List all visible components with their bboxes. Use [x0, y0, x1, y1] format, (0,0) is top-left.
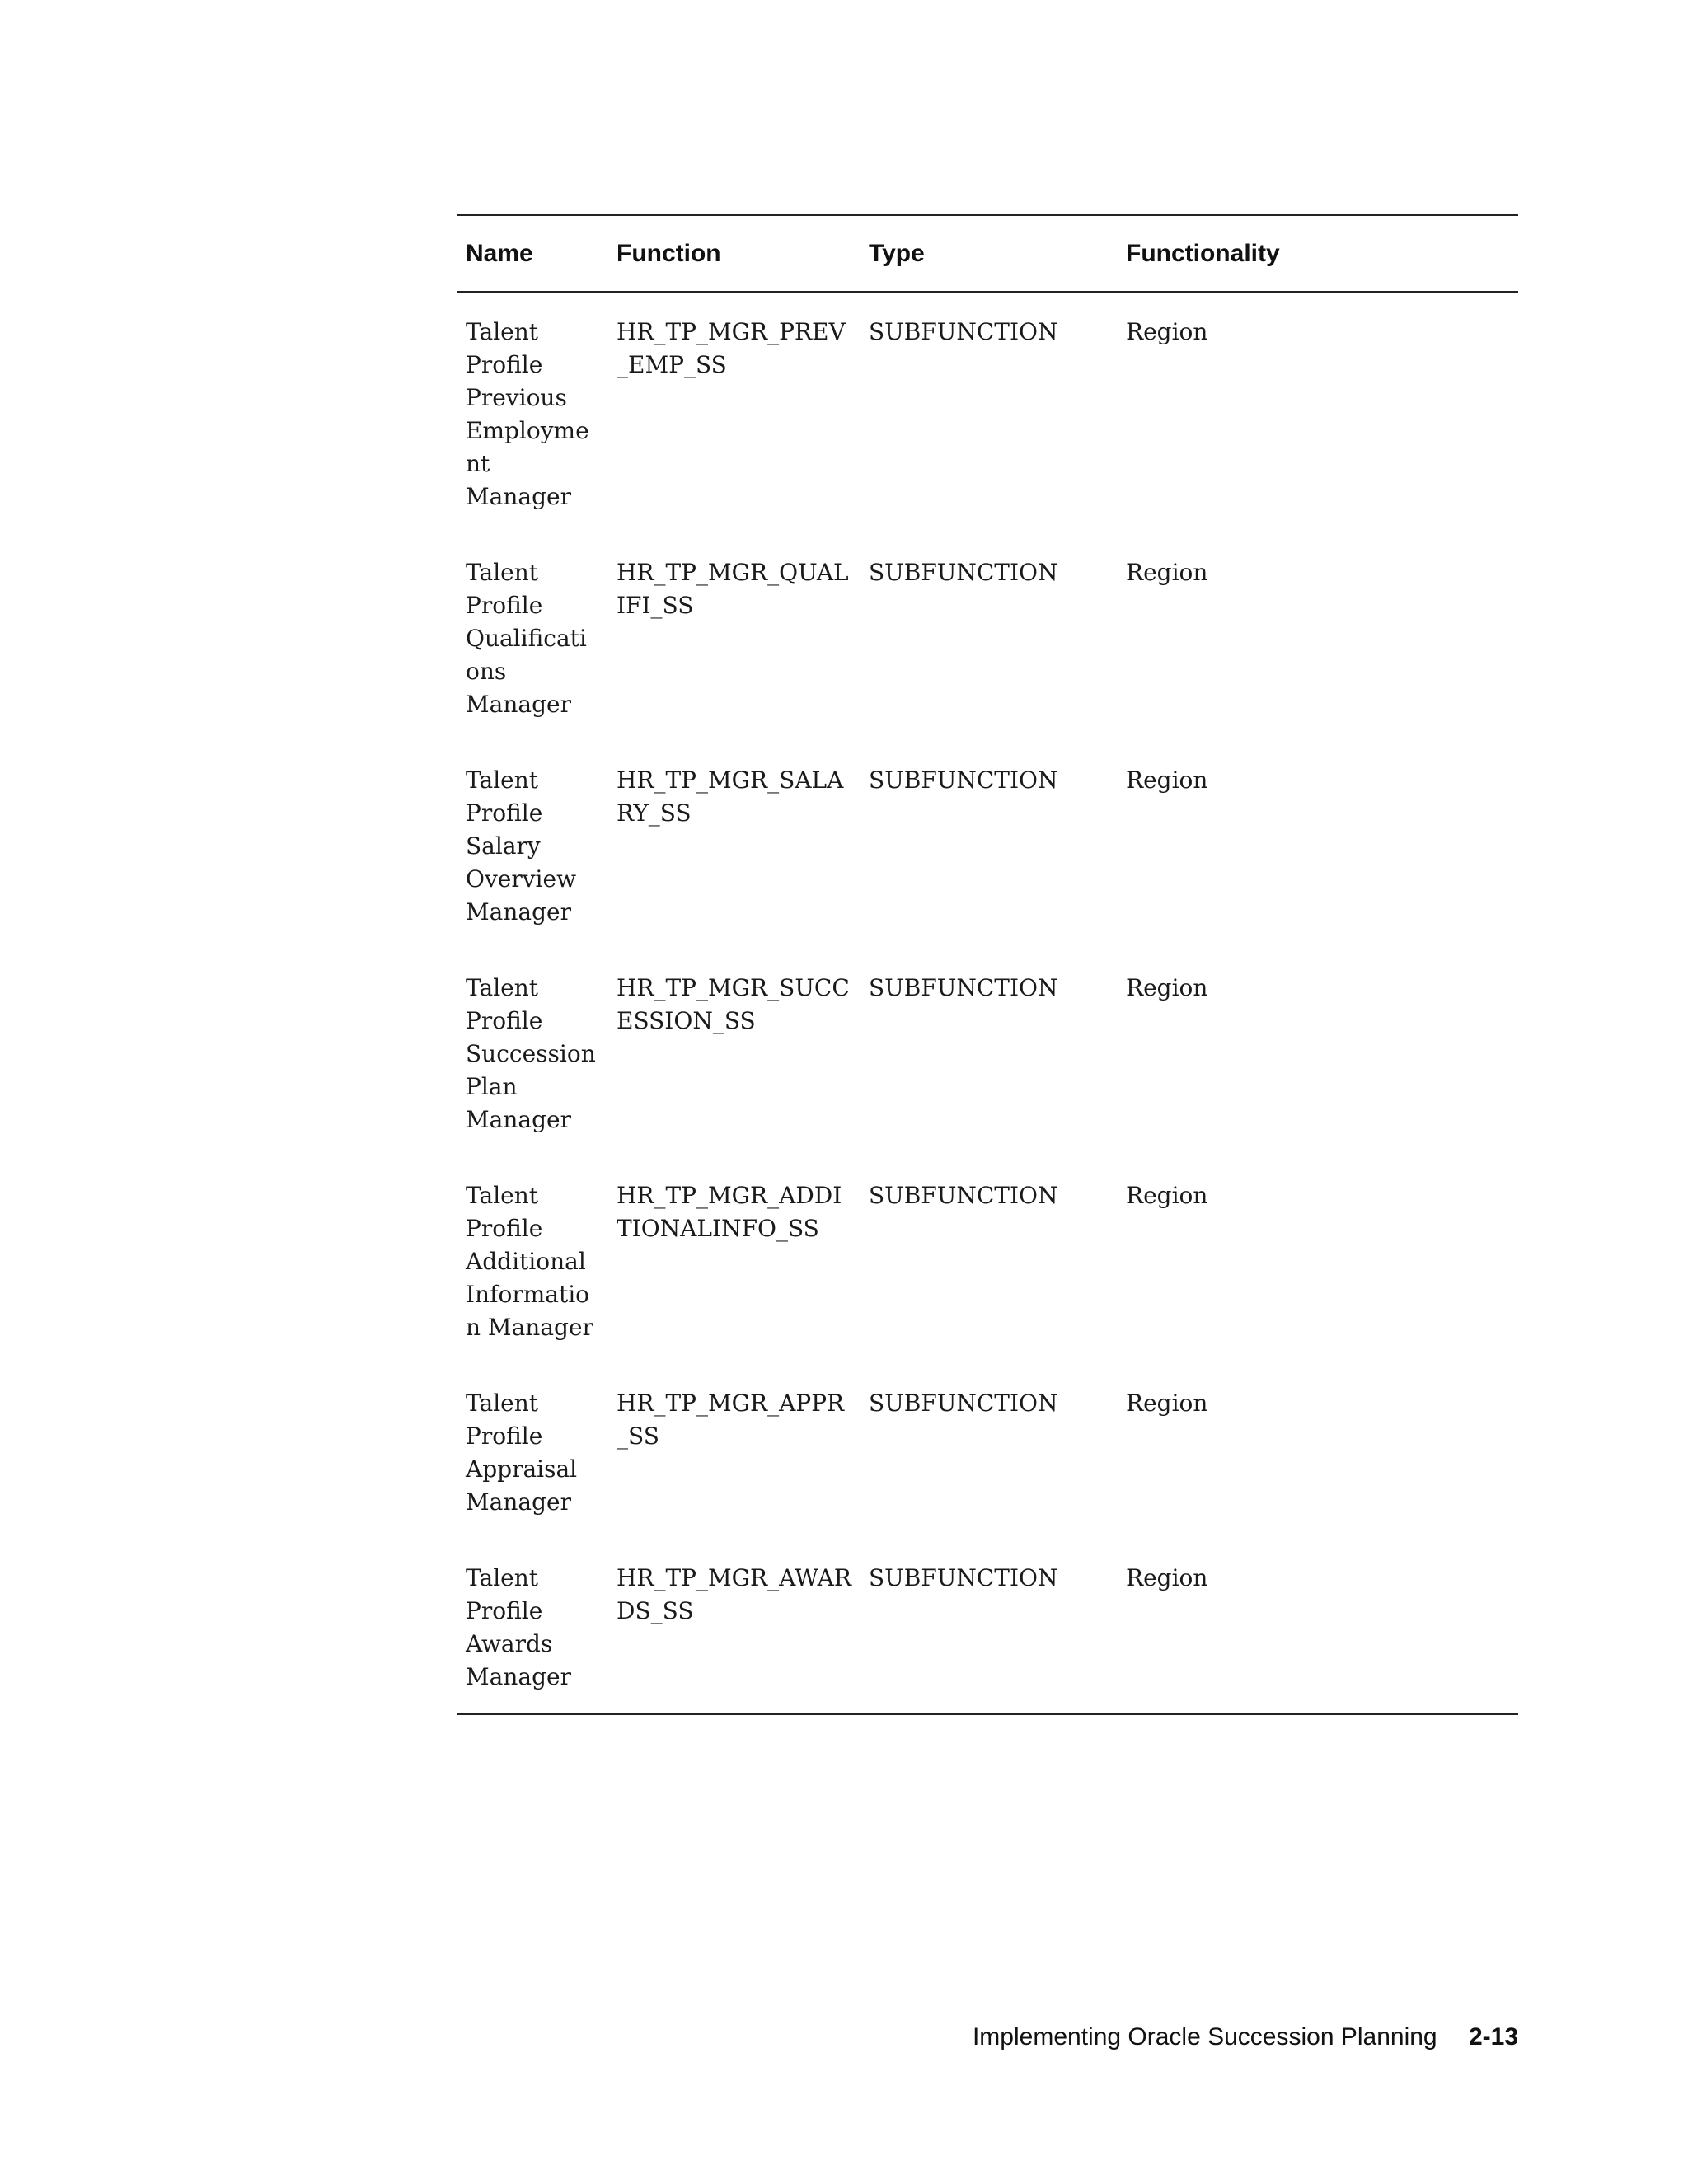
table-row	[457, 955, 1518, 1163]
cell-functionality: Region	[1126, 1182, 1208, 1209]
header-functionality: Functionality	[1126, 239, 1280, 267]
cell-type: SUBFUNCTION	[869, 1390, 1058, 1417]
cell-functionality: Region	[1126, 1564, 1208, 1591]
cell-name: Talent Profile Additional Information Manager	[466, 1182, 593, 1341]
header-type: Type	[869, 239, 925, 267]
table-row	[457, 1371, 1518, 1545]
cell-name: Talent Profile Succession Plan Manager	[466, 974, 596, 1133]
page-footer	[973, 2023, 1518, 2051]
functions-table	[457, 214, 1518, 1715]
table-row	[457, 1163, 1518, 1371]
table-row	[457, 1545, 1518, 1714]
cell-function: HR_TP_MGR_PREV_EMP_SS	[617, 318, 846, 378]
cell-function: HR_TP_MGR_AWARDS_SS	[617, 1564, 851, 1624]
cell-name: Talent Profile Previous Employment Manager	[466, 318, 589, 510]
cell-type: SUBFUNCTION	[869, 1182, 1058, 1209]
cell-type: SUBFUNCTION	[869, 1564, 1058, 1591]
cell-name: Talent Profile Qualifications Manager	[466, 559, 587, 718]
cell-name: Talent Profile Salary Overview Manager	[466, 766, 577, 926]
cell-functionality: Region	[1126, 974, 1208, 1001]
cell-name: Talent Profile Appraisal Manager	[466, 1390, 578, 1516]
page-number: 2-13	[1468, 2023, 1518, 2050]
cell-function: HR_TP_MGR_APPR_SS	[617, 1390, 845, 1450]
cell-function: HR_TP_MGR_SUCCESSION_SS	[617, 974, 850, 1034]
cell-function: HR_TP_MGR_ADDITIONALINFO_SS	[617, 1182, 842, 1242]
cell-functionality: Region	[1126, 1390, 1208, 1417]
cell-functionality: Region	[1126, 766, 1208, 794]
cell-functionality: Region	[1126, 559, 1208, 586]
header-name: Name	[466, 239, 533, 267]
header-function: Function	[617, 239, 721, 267]
table-header	[457, 215, 1518, 292]
cell-type: SUBFUNCTION	[869, 974, 1058, 1001]
cell-type: SUBFUNCTION	[869, 766, 1058, 794]
table-row	[457, 292, 1518, 540]
table-row	[457, 748, 1518, 955]
cell-function: HR_TP_MGR_QUALIFI_SS	[617, 559, 849, 619]
cell-type: SUBFUNCTION	[869, 559, 1058, 586]
table-row	[457, 540, 1518, 748]
cell-functionality: Region	[1126, 318, 1208, 345]
header-row	[457, 215, 1518, 292]
cell-name: Talent Profile Awards Manager	[466, 1564, 571, 1690]
cell-function: HR_TP_MGR_SALARY_SS	[617, 766, 844, 827]
cell-type: SUBFUNCTION	[869, 318, 1058, 345]
table-body	[457, 292, 1518, 1714]
footer-title: Implementing Oracle Succession Planning	[972, 2023, 1437, 2050]
